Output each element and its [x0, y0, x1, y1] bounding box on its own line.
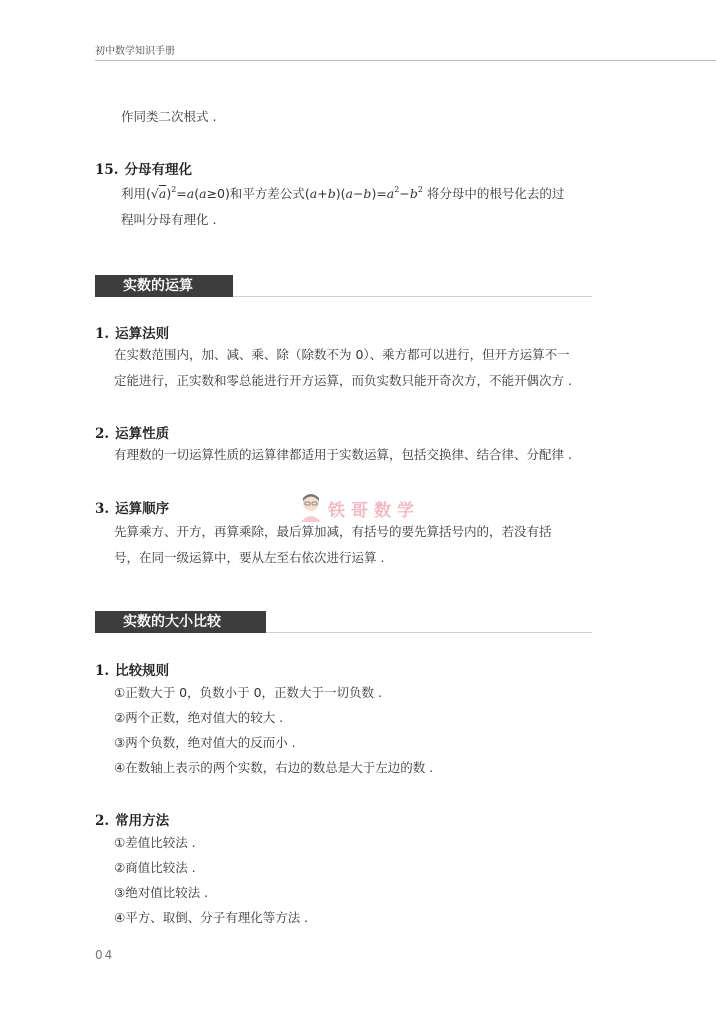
item-heading: [95, 322, 169, 342]
body-line: ③两个负数，绝对值大的反而小 .: [114, 735, 296, 750]
text-run: −: [399, 186, 410, 201]
item-title: 比较规则: [115, 663, 170, 679]
item-title: 分母有理化: [124, 162, 192, 178]
item-number: 3.: [95, 501, 110, 517]
body-line: 在实数范围内，加、减、乘、除（除数不为 0）、乘方都可以进行，但开方运算不一: [114, 347, 570, 362]
math-var: a: [345, 186, 353, 201]
item-number: 1.: [95, 326, 110, 342]
item-heading: [95, 422, 169, 442]
text-run: )(: [335, 186, 346, 201]
body-line: 先算乘方、开方，再算乘除，最后算加减，有括号的要先算括号内的，若没有括: [114, 524, 552, 539]
item-number: 2.: [95, 813, 110, 829]
text-run: 将分母中的根号化去的过: [422, 186, 565, 201]
text-run: ≥0)和平方差公式(: [206, 186, 310, 201]
item-number: 15.: [95, 162, 119, 178]
body-line: 号，在同一级运算中，要从左至右依次进行运算 .: [114, 550, 385, 565]
item-heading: [95, 497, 169, 517]
watermark: [298, 492, 428, 526]
math-var: b: [363, 186, 372, 201]
section-title: 实数的大小比较: [95, 611, 266, 633]
text-run: )=: [371, 186, 387, 201]
item-15-formula-line: [121, 185, 564, 203]
header-rule: [95, 60, 716, 61]
section-banner-real-operations: [95, 275, 592, 297]
math-var: a: [186, 186, 195, 201]
section-title: 实数的运算: [95, 275, 233, 297]
math-var: b: [409, 186, 418, 201]
body-line: 有理数的一切运算性质的运算律都适用于实数运算，包括交换律、结合律、分配律 .: [114, 447, 572, 462]
item-heading: [95, 809, 169, 829]
body-line: 定能进行，正实数和零总能进行开方运算，而负实数只能开奇次方，不能开偶次方 .: [114, 373, 572, 388]
body-line: ②两个正数，绝对值大的较大 .: [114, 710, 284, 725]
body-line: ④平方、取倒、分子有理化等方法 .: [114, 910, 309, 925]
section-banner-real-comparison: [95, 611, 592, 633]
text-run: +: [317, 186, 328, 201]
item-number: 1.: [95, 663, 110, 679]
body-line: ①正数大于 0，负数小于 0，正数大于一切负数 .: [114, 685, 383, 700]
avatar-icon: [298, 492, 324, 522]
text-run: (: [194, 186, 200, 201]
item-title: 运算顺序: [115, 501, 170, 517]
page-number: 04: [95, 948, 115, 962]
math-var: a: [386, 186, 395, 201]
math-var: a: [309, 186, 318, 201]
math-var: a: [199, 186, 207, 201]
sqrt-sign: √: [150, 186, 159, 201]
text-run: 利用(: [121, 186, 151, 201]
running-header: 初中数学知识手册: [95, 46, 175, 57]
exponent: 2: [171, 185, 177, 194]
exponent: 2: [417, 185, 423, 194]
body-line: ①差值比较法 .: [114, 835, 196, 850]
item-15-line-2: 程叫分母有理化 .: [121, 212, 217, 227]
text-run: −: [352, 186, 364, 201]
item-title: 运算性质: [115, 426, 170, 442]
continuation-text: 作同类二次根式 .: [121, 109, 217, 124]
radicand: a: [158, 186, 167, 201]
math-var: b: [327, 186, 336, 201]
body-line: ③绝对值比较法 .: [114, 885, 209, 900]
text-run: =: [176, 186, 187, 201]
text-run: ): [166, 186, 172, 201]
item-15-heading: [95, 158, 192, 178]
item-heading: [95, 659, 169, 679]
item-number: 2.: [95, 426, 110, 442]
item-title: 常用方法: [115, 813, 170, 829]
watermark-text: 铁哥数学: [328, 501, 420, 521]
body-line: ②商值比较法 .: [114, 860, 196, 875]
body-line: ④在数轴上表示的两个实数，右边的数总是大于左边的数 .: [114, 760, 434, 775]
exponent: 2: [394, 185, 400, 194]
item-title: 运算法则: [115, 326, 170, 342]
